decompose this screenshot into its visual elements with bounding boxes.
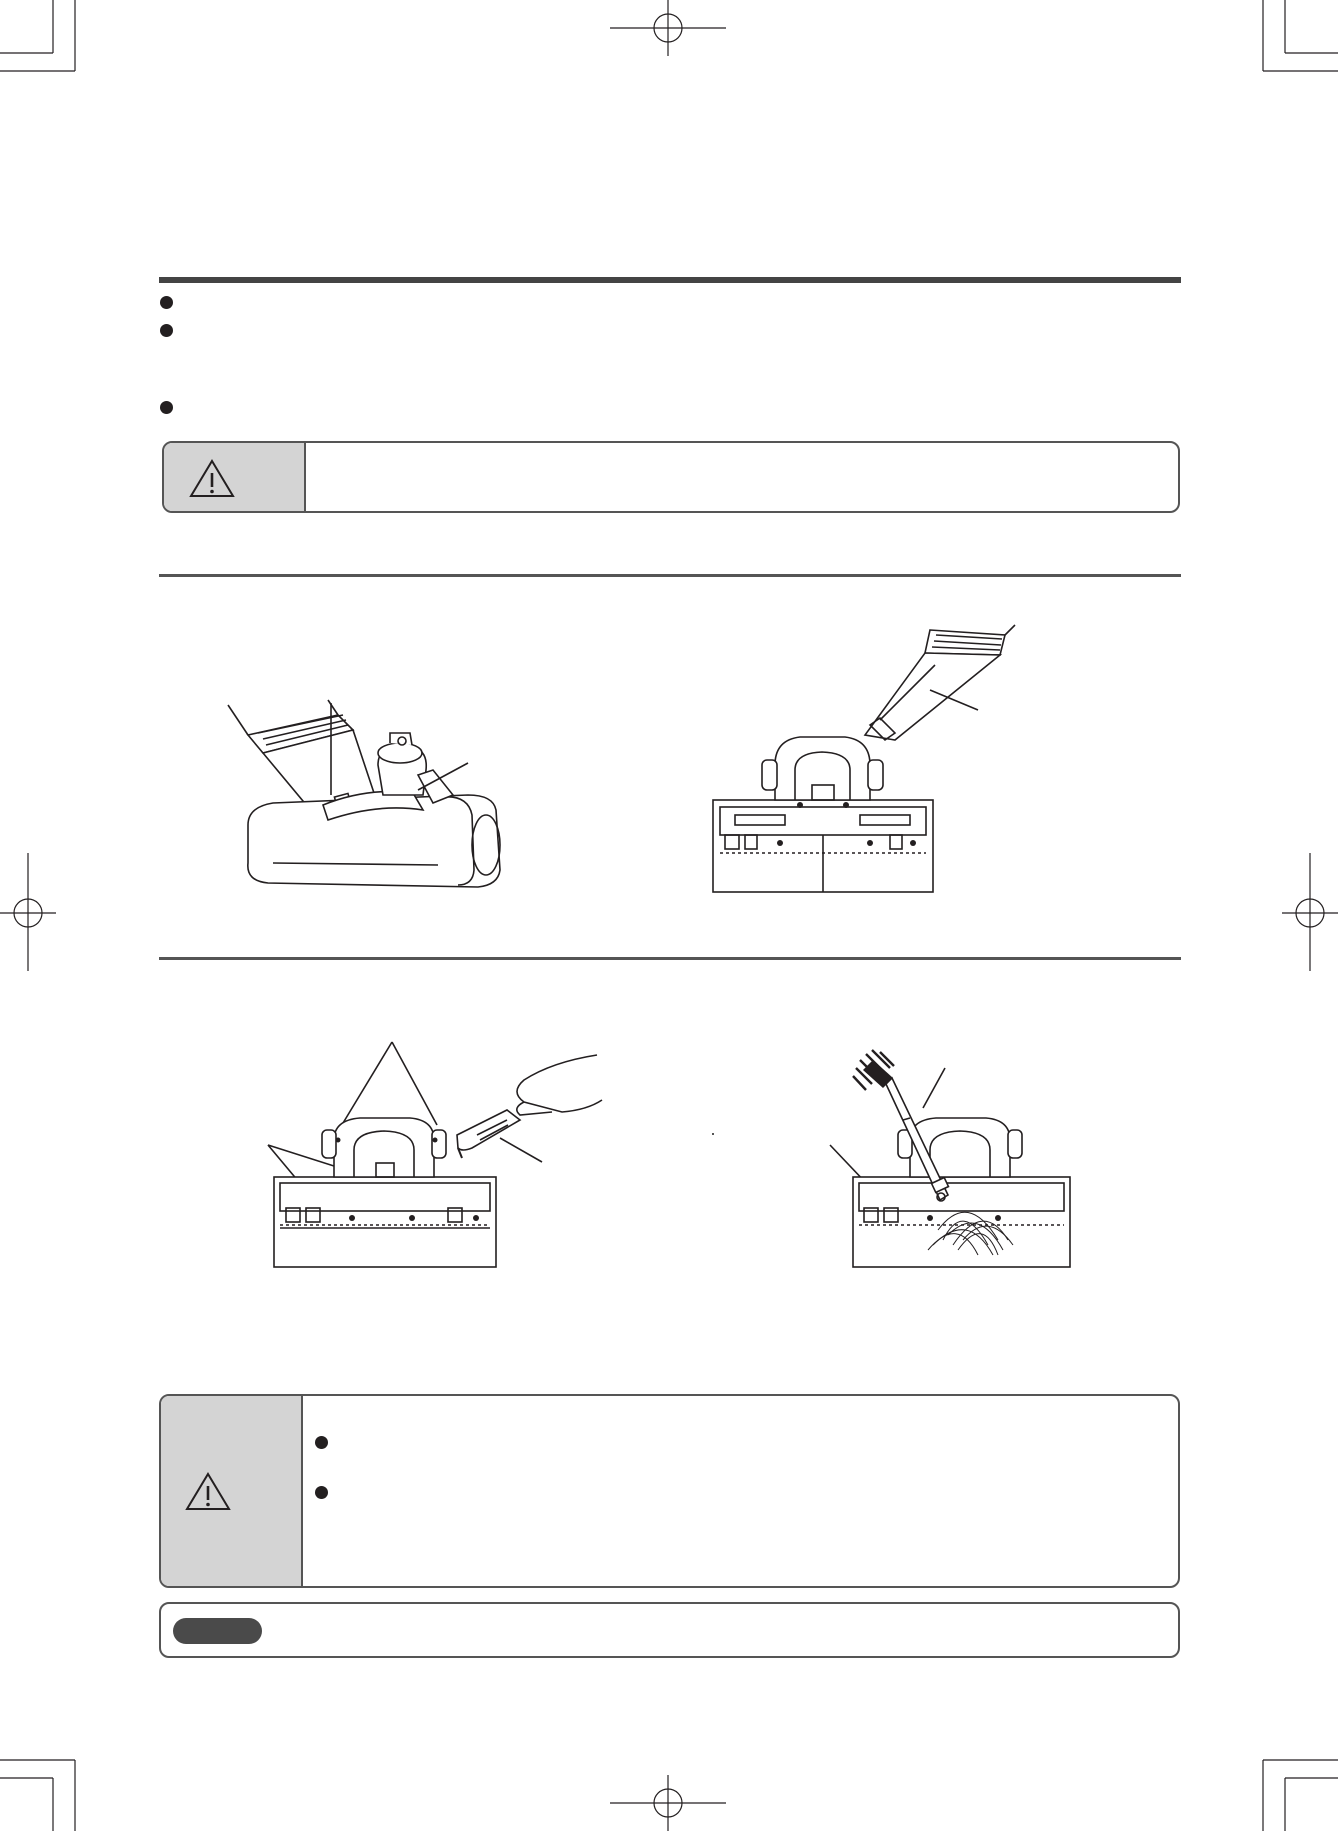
caution-box-top [162, 441, 1180, 513]
bullet-point-caution-2 [315, 1486, 328, 1499]
bullet-point-2 [160, 324, 173, 337]
bullet-point-1 [160, 296, 173, 309]
registration-mark-top [608, 0, 728, 60]
scissors-cleaning-illustration [262, 1040, 622, 1270]
note-box [159, 1602, 1180, 1658]
caution-box-bottom [159, 1394, 1180, 1588]
brush-cleaning-illustration [828, 1040, 1088, 1270]
brush-bar-removed-illustration [700, 625, 1020, 895]
note-label-pill [173, 1618, 262, 1644]
floor-head-perspective-illustration [228, 695, 568, 905]
section-rule-lower [159, 957, 1181, 960]
warning-triangle-icon [185, 1471, 231, 1511]
registration-mark-bottom [608, 1771, 728, 1831]
caution-panel [161, 1396, 303, 1586]
section-rule-middle [159, 574, 1181, 577]
warning-triangle-icon [189, 458, 235, 498]
registration-mark-right [1278, 853, 1338, 973]
section-rule-top [159, 277, 1181, 283]
stray-dot [712, 1133, 714, 1135]
bullet-point-3 [160, 401, 173, 414]
caution-panel [164, 443, 306, 511]
registration-mark-left [0, 853, 60, 973]
bullet-point-caution-1 [315, 1436, 328, 1449]
